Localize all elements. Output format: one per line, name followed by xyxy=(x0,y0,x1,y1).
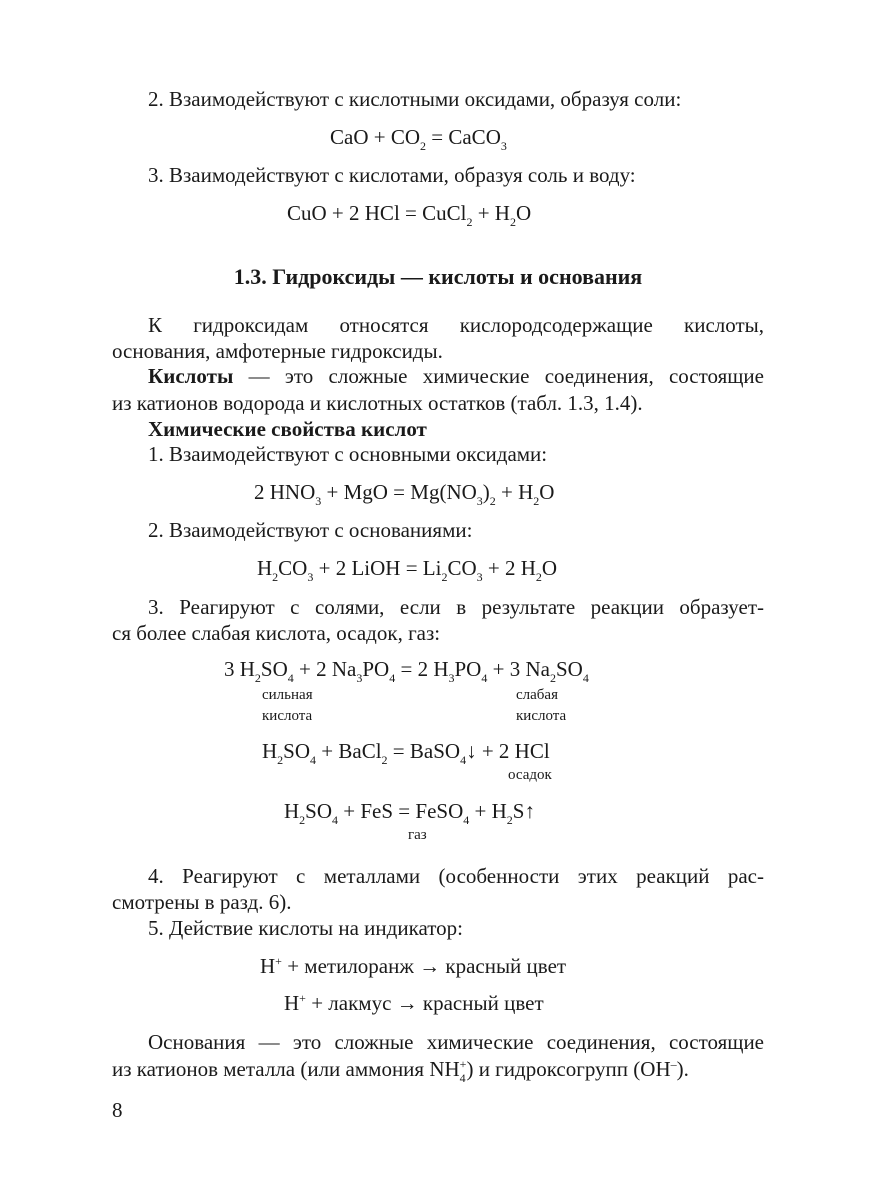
acid-property-3-line-1: 3. Реагируют с солями, если в результате реакции образует- xyxy=(148,595,764,619)
note-strong-acid-2: кислота xyxy=(262,708,313,724)
note-weak-acid-1: слабая xyxy=(516,687,558,703)
equation-cao-co2: CaO + $CO_2$ = CaCO$_3$ xyxy=(330,125,507,153)
equation-h2so4-na3po4: 3 $H_2SO_4 + 2$ $Na_3PO_4 = 2$ $H_3PO_4 + 3$ $Na_2SO_4$ xyxy=(224,657,589,685)
intro-line-1: К гидроксидам относятся кислородсодержащие кислоты, xyxy=(148,313,764,337)
page-number: 8 xyxy=(112,1098,123,1122)
acid-property-5: 5. Действие кислоты на индикатор: xyxy=(148,916,463,940)
bases-definition-line-2: из катионов металла (или аммония $NH_4^+$) и гидроксогрупп (OH–). xyxy=(112,1057,689,1085)
precipitate-arrow-icon: ↓ xyxy=(466,739,477,763)
base-property-2: 2. Взаимодействуют с кислотными оксидами, образуя соли: xyxy=(148,87,682,111)
note-gas: газ xyxy=(408,827,427,843)
page-body xyxy=(112,0,764,1182)
equation-h2co3-lioh: $H_2CO_3 + 2$ LiOH = $Li_2CO_3 + 2$ $H_2O$ xyxy=(257,556,558,584)
section-title: 1.3. Гидроксиды — кислоты и основания xyxy=(233,264,643,289)
note-strong-acid-1: сильная xyxy=(262,687,313,703)
bases-definition-line-1: Основания — это сложные химические соединения, состоящие xyxy=(148,1030,764,1054)
indicator-methyl-orange: H+ + метилоранж → красный цвет xyxy=(260,954,567,978)
acids-definition-line-2: из катионов водорода и кислотных остатков (табл. 1.3, 1.4). xyxy=(112,391,643,415)
equation-h2so4-bacl2: $H_2SO_4$ + BaCl$_2$ = BaSO$_4$↓ + 2 HCl xyxy=(262,739,550,767)
equation-cuo-hcl: CuO + 2 HCl = CuCl$_2$ + $H_2O$ xyxy=(287,201,532,229)
indicator-litmus: H+ + лакмус → красный цвет xyxy=(284,991,544,1015)
acid-properties-heading: Химические свойства кислот xyxy=(148,417,427,441)
note-weak-acid-2: кислота xyxy=(516,708,567,724)
acid-property-4-line-1: 4. Реагируют с металлами (особенности этих реакций рас- xyxy=(148,864,764,888)
gas-arrow-icon: ↑ xyxy=(524,799,535,823)
acid-property-2: 2. Взаимодействуют с основаниями: xyxy=(148,518,473,542)
equation-h2so4-fes: $H_2SO_4$ + FeS = FeSO$_4$ + $H_2S↑$ xyxy=(284,799,535,827)
equation-hno3-mgo: 2 $HNO_3$ + MgO = $Mg(NO_3)_2 + H_2O$ xyxy=(254,480,555,508)
note-precipitate: осадок xyxy=(508,767,552,783)
base-property-3: 3. Взаимодействуют с кислотами, образуя соль и воду: xyxy=(148,163,636,187)
intro-line-2: основания, амфотерные гидроксиды. xyxy=(112,339,443,363)
acid-property-3-line-2: ся более слабая кислота, осадок, газ: xyxy=(112,621,441,645)
acid-property-1: 1. Взаимодействуют с основными оксидами: xyxy=(148,442,548,466)
acids-definition-line-1: Кислоты — это сложные химические соединения, состоящие xyxy=(148,364,764,388)
acid-property-4-line-2: смотрены в разд. 6). xyxy=(112,890,292,914)
